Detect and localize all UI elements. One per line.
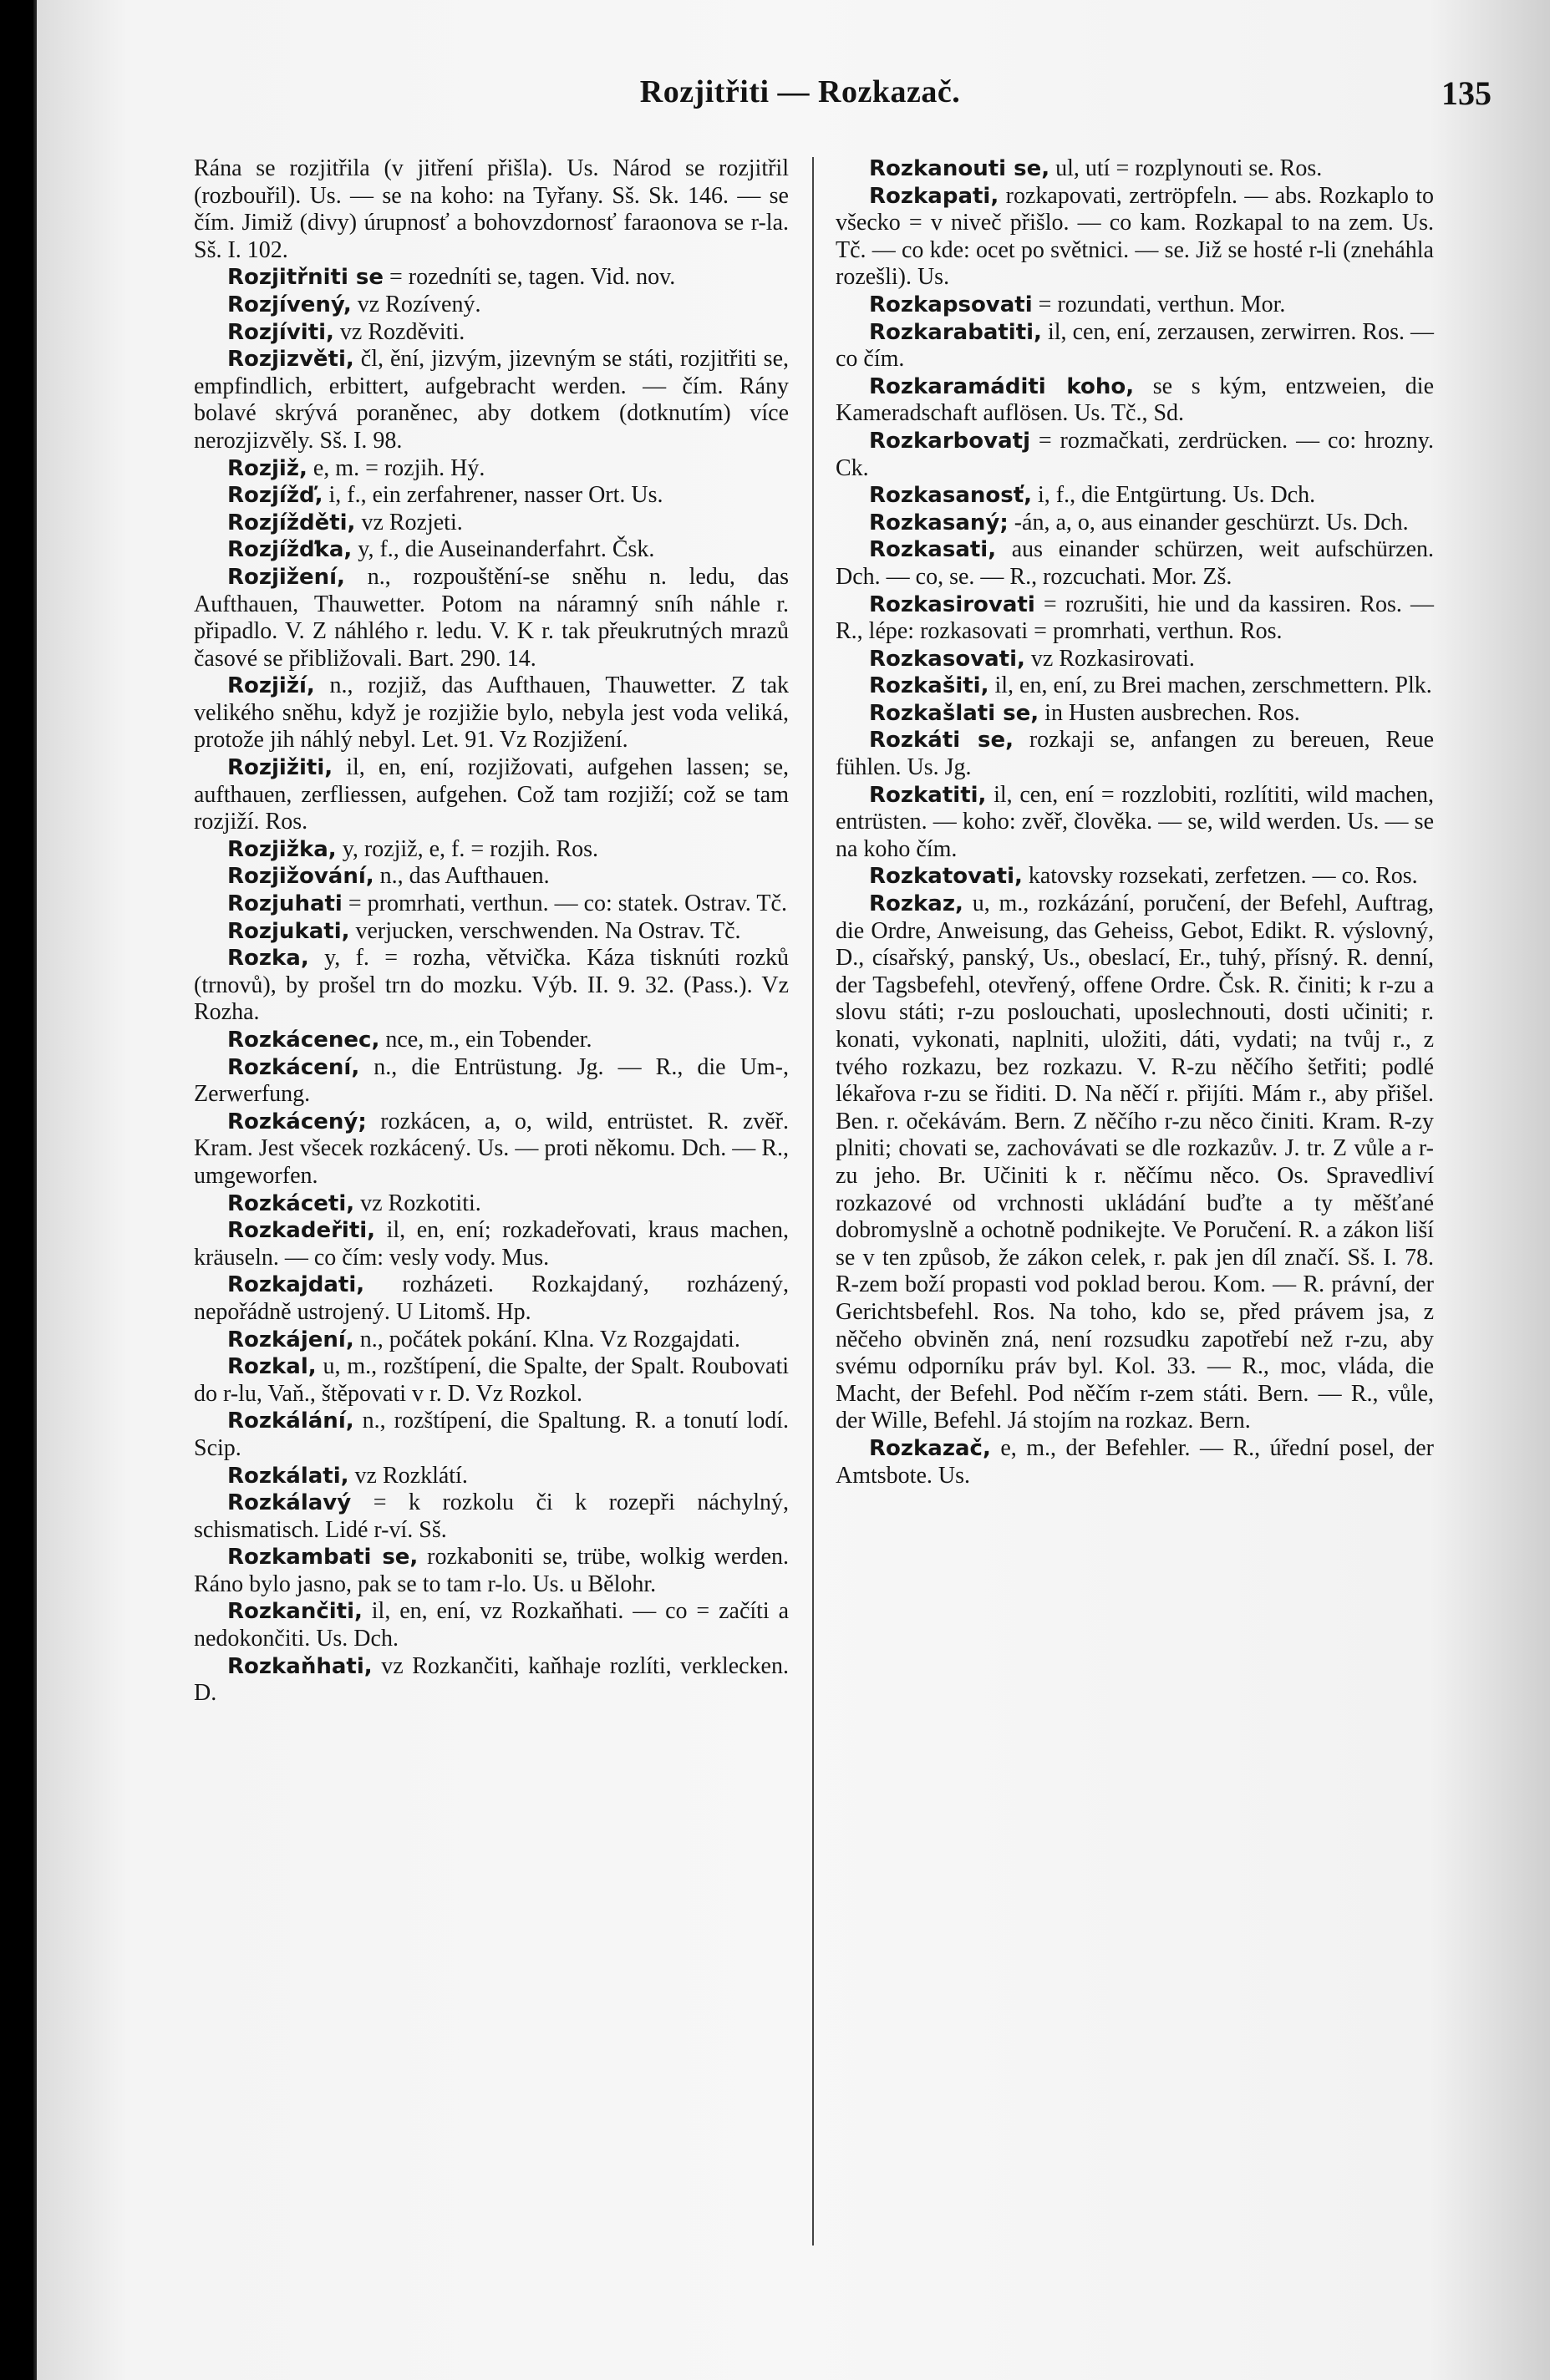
dictionary-entry [194,1190,789,1218]
entry-definition: vz Rozívený. [357,291,481,317]
entry-definition: n., die Entrüstung. Jg. — R., die Um-, Zerwerfung. [194,1053,789,1108]
entry-definition: y, rozjiž, e, f. = rozjih. Ros. [342,835,599,862]
entry-definition: = rozundati, verthun. Mor. [1038,291,1286,317]
dictionary-entry [836,482,1434,510]
dictionary-entry [836,591,1434,646]
entry-headword: Rozkapati, [869,183,999,209]
entry-definition: = rozmačkati, zerdrücken. — co: hrozny. Ck. [836,427,1434,481]
entry-headword: Rozkaz, [869,891,963,917]
entry-headword: Rozkáceti, [227,1190,355,1216]
entry-headword: Rozjížď, [227,483,323,509]
entry-definition: in Husten ausbrechen. Ros. [1044,699,1300,726]
entry-definition: = rozedníti se, tagen. Vid. nov. [389,264,676,291]
entry-definition: se s kým, entzweien, die Kameradschaft auflösen. Us. Tč., Sd. [836,373,1435,427]
entry-definition: Rána se rozjitřila (v jitření přišla). Us. Národ se rozjitřil (rozbouřil). Us. — se na koho: na Tyřany. Sš. Sk. 146. — se čím. Jimiž (divy) úrupnosť a bohovzdornosť faraonova se r-la. Sš. I. 102. [194,155,789,263]
entry-headword: Rozkarbovatj [869,428,1030,454]
entry-headword: Rozjiž, [227,455,307,481]
entry-definition: y, f. = rozha, větvička. Káza tisknúti rozků (trnovů), by prošel trn do mozku. Výb. II. 9. 32. (Pass.). Vz Rozha. [194,945,790,1026]
dictionary-entry [194,1027,789,1054]
entry-headword: Rozjižování, [227,864,374,890]
entry-headword: Rozkácenec, [227,1028,380,1053]
dictionary-entry [194,1489,789,1544]
entry-definition: čl, ění, jizvým, jizevným se státi, rozjitřiti se, empfindlich, erbittert, aufgebracht werden. — čím. Rány bolavé skrývá poraněnec, aby dotkem (dotknutím) více nerozjizvěly. Sš. I. 98. [194,346,790,454]
entry-headword: Rozka, [227,946,309,972]
entry-headword: Rozjiží, [227,673,315,699]
dictionary-entry [836,863,1434,891]
dictionary-entry [836,428,1434,482]
dictionary-entry [194,319,789,347]
entry-definition: n., das Aufthauen. [379,863,550,890]
dictionary-entry [194,918,789,946]
entry-definition: y, f., die Auseinanderfahrt. Čsk. [358,536,655,563]
entry-definition: nce, m., ein Tobender. [385,1027,592,1053]
entry-headword: Rozjížďka, [227,537,353,563]
entry-headword: Rozkarabatiti, [869,319,1042,345]
entry-definition: il, cen, ení = rozzlobiti, rozlítiti, wild machen, entrüsten. — koho: zvěř, člověka. — se, wild werden. Us. — se na koho čím. [836,781,1434,862]
entry-headword: Rozjižka, [227,836,337,862]
entry-headword: Rozkaňhati, [227,1653,373,1679]
dictionary-entry [194,455,789,483]
dictionary-entry [836,646,1434,673]
dictionary-entry [836,155,1434,183]
entry-headword: Rozkájení, [227,1327,354,1352]
dictionary-entry [194,1598,789,1652]
dictionary-entry [836,1435,1434,1489]
dictionary-entry [194,672,789,754]
entry-definition: u, m., rozkázání, poručení, der Befehl, Auftrag, die Ordre, Anweisung, das Geheiss, Gebot, Edikt. R. výslovný, D., císařský, panský, Us., obeslací, Er., tuhý, přísný. R. denní, der Tagsbefehl, otevřený, offene Ordre. Čsk. R. činiti; k r-zu a slovu státi; r-zu poslouchati, uposlechnouti, dosti učiniti; r. konati, vykonati, naplniti, uložiti, dáti, vydati; na tvůj r., z tvého rozkazu, bez rozkazu. V. R-zu něčího šetřiti; podlé lékařova r-zu se řiditi. D. Na něčí r. přijíti. Mám r., aby přišel. Ben. r. očekávám. Bern. Z něčího r-zu něco činiti. Kram. R-zy plniti; chovati se, zachovávati se dle rozkazův. J. tr. Z vůle a r-zu jeho. Br. Učiniti k r. něčímu něco. Os. Spravedliví rozkazové od vrchnosti ukládání buďte a ty měšťané dobromyslně a ochotně podnikejte. Ve Poručení. R. a zákon liší se v ten způsob, že zákon celek, r. pak jen díl značí. Sš. I. 78. R-zem boží propasti vod poklad berou. Kom. — R. právní, der Gerichtsbefehl. Ros. Na toho, kdo se, před právem jsa, z něčeho obviněn zná, není rozsudku zapotřebí než r-zu, aby svému odporníku práv byl. Kol. 33. — R., moc, vláda, die Macht, der Befehl. Pod něčím r-zem státi. Bern. — R., vůle, der Wille, Befehl. Já stojím na rozkaz. Bern. [836,891,1434,1434]
entry-headword: Rozjíviti, [227,319,334,345]
column-divider [812,157,814,2246]
entry-headword: Rozkácení, [227,1054,360,1080]
entry-headword: Rozjižiti, [227,755,333,781]
entry-definition: i, f., ein zerfahrener, nasser Ort. Us. [328,482,663,509]
entry-headword: Rozkadeřiti, [227,1218,376,1244]
entry-headword: Rozjizvěti, [227,347,354,373]
entry-headword: Rozkasovati, [869,646,1025,672]
entry-definition: vz Rozklátí. [354,1462,468,1489]
entry-definition: vz Rozjeti. [361,509,463,535]
dictionary-entry [194,264,789,292]
dictionary-entry [194,945,789,1027]
dictionary-entry [194,292,789,319]
entry-definition: ul, utí = rozplynouti se. Ros. [1055,155,1323,181]
entry-definition: = rozrušiti, hie und da kassiren. Ros. — R., lépe: rozkasovati = promrhati, verthun. Ros. [836,591,1435,645]
entry-definition: i, f., die Entgürtung. Us. Dch. [1038,482,1316,509]
entry-definition: e, m. = rozjih. Hý. [313,454,485,481]
entry-definition: katovsky rozsekati, zerfetzen. — co. Ros. [1028,863,1418,890]
entry-definition: il, cen, ení, zerzausen, zerwirren. Ros. — co čím. [836,318,1435,373]
dictionary-entry [194,1408,789,1462]
dictionary-entry [194,754,789,836]
dictionary-entry [194,1271,789,1326]
dictionary-entry [836,782,1434,864]
entry-definition: n., rozštípení, die Spaltung. R. a tonutí lodí. Scip. [194,1408,789,1461]
entry-definition: verjucken, verschwenden. Na Ostrav. Tč. [355,917,741,944]
entry-definition: il, en, ení, vz Rozkaňhati. — co = začíti a nedokončiti. Us. Dch. [194,1598,790,1652]
dictionary-entry [194,1544,789,1598]
dictionary-entry [836,727,1434,781]
entry-headword: Rozkatiti, [869,782,987,808]
dictionary-entry [836,891,1434,1435]
dictionary-entry [836,183,1434,292]
entry-headword: Rozkašiti, [869,673,989,699]
entry-headword: Rozkasati, [869,537,997,563]
entry-definition: e, m., der Befehler. — R., úřední posel, der Amtsbote. Us. [836,1434,1434,1489]
entry-headword: Rozkálání, [227,1408,354,1434]
entry-headword: Rozjitřniti se [227,265,384,291]
entry-definition: vz Rozkotiti. [360,1190,481,1216]
entry-headword: Rozkašlati se, [869,700,1039,726]
dictionary-entry [836,373,1434,428]
dictionary-entry [836,672,1434,700]
entry-definition: il, en, ení, zu Brei machen, zerschmettern. Plk. [994,672,1432,699]
dictionary-entry [194,1463,789,1490]
dictionary-entry [194,1109,789,1190]
dictionary-entry [836,536,1434,591]
dictionary-entry [194,346,789,454]
entry-headword: Rozjížděti, [227,510,356,535]
entry-definition: vz Rozkasirovati. [1030,645,1195,672]
entry-definition: rozkaboniti se, trübe, wolkig werden. Ráno bylo jasno, pak se to tam r-lo. Us. u Bělohr. [194,1544,789,1597]
entry-headword: Rozkatovati, [869,864,1023,890]
entry-definition: il, en, ení; rozkadeřovati, kraus machen, kräuseln. — co čím: vesly vody. Mus. [194,1217,789,1271]
running-title: Rozjitřiti — Rozkazač. [639,74,961,109]
dictionary-entry [194,836,789,864]
entry-headword: Rozkajdati, [227,1272,365,1298]
entry-headword: Rozjuhati [227,891,343,917]
page-header [109,74,1492,124]
dictionary-entry [194,1327,789,1354]
entry-definition: -án, a, o, aus einander geschürzt. Us. Dch. [1014,509,1409,535]
entry-headword: Rozkácený; [227,1109,367,1134]
entry-definition: rozkapovati, zertröpfeln. — abs. Rozkaplo to všecko = v niveč přišlo. — co kam. Rozkapal to na zem. Us. Tč. — co kde: ocet po světnici. — se. Již se hosté r-li (zneháhla rozešli). Us. [836,182,1435,291]
entry-headword: Rozkasanosť, [869,483,1033,509]
page-number: 135 [1441,74,1492,112]
entry-headword: Rozkapsovati [869,292,1033,317]
entry-definition: rozkácen, a, o, wild, entrüstet. R. zvěř. Kram. Jest všecek rozkácený. Us. — proti někomu. Dch. — R., umgeworfen. [194,1108,789,1189]
entry-headword: Rozkambati se, [227,1545,419,1571]
entry-definition: u, m., rozštípení, die Spalte, der Spalt. Roubovati do r-lu, Vaň., štěpovati v r. D. Vz Rozkol. [194,1353,789,1407]
dictionary-entry [194,1054,789,1109]
entry-headword: Rozkal, [227,1354,317,1380]
entry-headword: Rozkasirovati [869,591,1035,617]
entry-definition: = k rozkolu či k rozepři náchylný, schismatisch. Lidé r-ví. Sš. [194,1489,790,1543]
dictionary-entry [194,891,789,918]
entry-headword: Rozkálavý [227,1490,352,1516]
entry-headword: Rozkančiti, [227,1599,363,1625]
right-column [836,155,1434,1489]
entry-definition: vz Rozkančiti, kaňhaje rozlíti, verklecken. D. [194,1652,789,1707]
dictionary-entry [836,319,1434,373]
entry-definition: vz Rozděviti. [339,318,465,345]
dictionary-entry [194,510,789,537]
entry-definition: rozházeti. Rozkajdaný, rozházený, nepořádně ustrojený. U Litomš. Hp. [194,1271,790,1325]
entry-headword: Rozkálati, [227,1463,349,1489]
entry-definition: = promrhati, verthun. — co: statek. Ostrav. Tč. [348,891,787,917]
entry-headword: Rozjívený, [227,292,352,317]
entry-definition: n., rozjiž, das Aufthauen, Thauwetter. Z tak velikého sněhu, když je rozjižie bylo, nebyla jest voda veliká, protože jih náhlý nebyl. Let. 91. Vz Rozjižení. [194,672,789,754]
entry-headword: Rozkazač, [869,1435,991,1461]
dictionary-entry [836,510,1434,537]
dictionary-entry [194,1653,789,1708]
dictionary-entry [194,1353,789,1408]
left-column [194,155,789,1708]
dictionary-entry [194,564,789,672]
dictionary-entry [194,155,789,264]
entry-headword: Rozkaramáditi koho, [869,373,1135,399]
entry-headword: Rozjukati, [227,918,350,944]
entry-definition: n., počátek pokání. Klna. Vz Rozgajdati. [359,1326,740,1352]
dictionary-entry [836,292,1434,319]
entry-definition: aus einander schürzen, weit aufschürzen. Dch. — co, se. — R., rozcuchati. Mor. Zš. [836,536,1435,590]
dictionary-entry [194,536,789,564]
entry-headword: Rozjižení, [227,564,345,590]
entry-headword: Rozkasaný; [869,510,1009,535]
dictionary-entry [836,700,1434,728]
dictionary-entry [194,863,789,891]
entry-headword: Rozkanouti se, [869,156,1050,181]
entry-definition: rozkaji se, anfangen zu bereuen, Reue fühlen. Us. Jg. [836,727,1435,781]
entry-definition: il, en, ení, rozjižovati, aufgehen lassen; se, aufthauen, zerfliessen, aufgehen. Což tam rozjiží; což se tam rozjiží. Ros. [194,754,790,835]
dictionary-entry [194,1217,789,1271]
dictionary-entry [194,482,789,510]
entry-headword: Rozkáti se, [869,728,1014,754]
entry-definition: n., rozpouštění-se sněhu n. ledu, das Aufthauen, Thauwetter. Potom na náramný sníh náhle r. připadlo. V. Z náhlého r. ledu. V. K r. tak přeukrutných mrazů časové se přibližovali. Bart. 290. 14. [194,563,790,672]
